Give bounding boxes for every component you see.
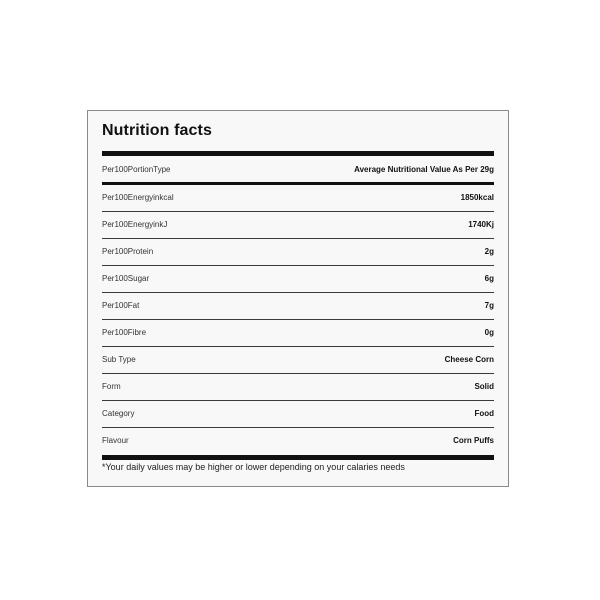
table-row <box>102 347 494 374</box>
table-row <box>102 293 494 320</box>
row-label: Form <box>102 382 121 391</box>
row-label: Sub Type <box>102 355 136 364</box>
row-label: Per100Energyinkcal <box>102 193 174 202</box>
row-label: Per100Fat <box>102 301 140 310</box>
table-row <box>102 185 494 212</box>
table-row <box>102 401 494 428</box>
row-value: Corn Puffs <box>453 436 494 445</box>
row-label: Per100Fibre <box>102 328 147 337</box>
row-value: Food <box>474 409 494 418</box>
row-value: 6g <box>484 274 494 283</box>
nutrition-facts-panel <box>87 110 509 487</box>
row-value: Solid <box>474 382 494 391</box>
table-row <box>102 320 494 347</box>
table-row <box>102 239 494 266</box>
table-row <box>102 212 494 239</box>
row-label: Per100EnergyinkJ <box>102 220 168 229</box>
table-row <box>102 374 494 401</box>
row-value: 1850kcal <box>460 193 494 202</box>
row-value: 7g <box>484 301 494 310</box>
table-row <box>102 266 494 293</box>
bottom-thick-divider <box>102 455 494 460</box>
row-value: 2g <box>484 247 494 256</box>
portion-type-value: Average Nutritional Value As Per 29g <box>354 165 494 174</box>
row-label: Category <box>102 409 135 418</box>
row-value: 0g <box>484 328 494 337</box>
portion-type-label: Per100PortionType <box>102 165 171 174</box>
portion-type-row <box>102 157 494 183</box>
table-row <box>102 428 494 455</box>
row-label: Per100Protein <box>102 247 154 256</box>
row-label: Flavour <box>102 436 129 445</box>
nutrition-facts-title: Nutrition facts <box>102 122 212 139</box>
row-value: 1740Kj <box>468 220 494 229</box>
row-label: Per100Sugar <box>102 274 150 283</box>
row-value: Cheese Corn <box>444 355 494 364</box>
top-thick-divider <box>102 151 494 156</box>
daily-values-footnote: *Your daily values may be higher or lower depending on your calaries needs <box>102 462 405 472</box>
nutrition-rows <box>102 185 494 455</box>
